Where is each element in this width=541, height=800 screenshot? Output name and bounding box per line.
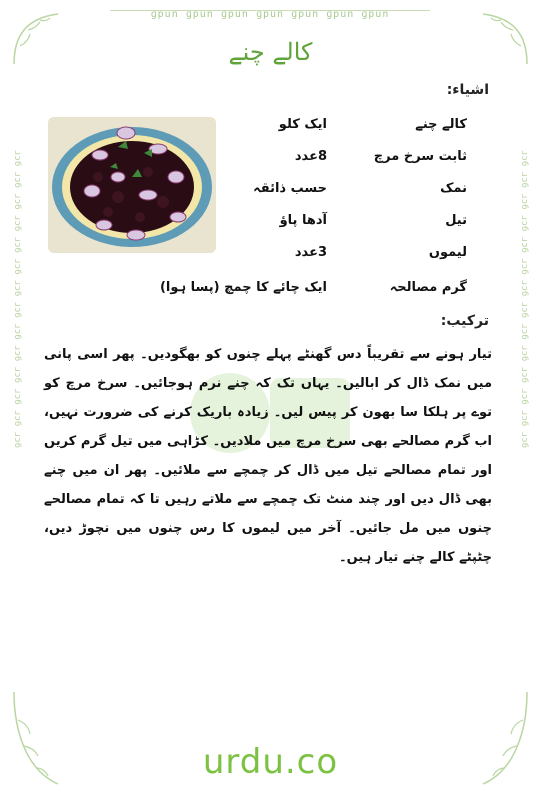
ingredient-name: کالے چنے: [415, 117, 467, 132]
ingredient-row: [207, 245, 467, 267]
ingredients-label: اشیاء:: [446, 82, 489, 98]
ingredient-name: ثابت سرخ مرچ: [373, 149, 467, 164]
ingredient-quantity: آدھا پاؤ: [279, 213, 327, 228]
ingredient-name: گرم مصالحہ: [389, 280, 467, 295]
site-logo[interactable]: urdu.co: [202, 742, 339, 782]
ingredient-quantity: 3عدد: [294, 245, 327, 260]
left-decorative-band: ɹɔ6 ɹɔ6 ɹɔ6 ɹɔ6 ɹɔ6 ɹɔ6 ɹɔ6 ɹɔ6 ɹɔ6 ɹɔ6 ɹɔ6 ɹɔ6 ɹɔ6 ɹɔ6: [12, 150, 22, 449]
ingredient-row: [207, 181, 467, 203]
ingredient-name: نمک: [440, 181, 467, 196]
method-label: ترکیب:: [440, 313, 489, 329]
ingredient-name: لیموں: [428, 245, 467, 260]
ingredient-row: [207, 149, 467, 171]
ingredient-row: [159, 280, 467, 302]
method-paragraph: تیار ہونے سے تقریباً دس گھنٹے پہلے چنوں کو بھگودیں۔ پھر اسی پانی میں نمک ڈال کر ابالیں۔ یہاں تک کہ چنے نرم ہوجائیں۔ سرخ مرچ کو توے پر ہلکا سا بھون کر پیس لیں۔ زیادہ باریک کرنے کی ضرورت نہیں، اب گرم مصالحے بھی سرخ مرچ میں ملادیں۔ کڑاہی میں تیل گرم کریں اور تمام مصالحے تیل میں ڈال کر چمچے سے ملائیں۔ پھر ان میں چنے بھی ڈال دیں اور چند منٹ تک چمچے سے ملاتے رہیں تا کہ تمام مصالحے چنوں میں مل جائیں۔ آخر میں لیموں کا رس چنوں میں نچوڑ دیں، چٹپٹے کالے چنے تیار ہیں۔: [44, 347, 492, 565]
ingredient-row: [207, 213, 467, 235]
ingredient-quantity: 8عدد: [294, 149, 327, 164]
ingredient-name: تیل: [445, 213, 467, 228]
recipe-title: کالے چنے: [228, 38, 313, 66]
ingredient-row: [207, 117, 467, 139]
ingredient-quantity: ایک چائے کا چمچ (پسا ہوا): [159, 280, 327, 295]
right-decorative-band: ɹɔ6 ɹɔ6 ɹɔ6 ɹɔ6 ɹɔ6 ɹɔ6 ɹɔ6 ɹɔ6 ɹɔ6 ɹɔ6 ɹɔ6 ɹɔ6 ɹɔ6 ɹɔ6: [519, 150, 529, 449]
top-decorative-band: ɡpun ɡpun ɡpun ɡpun ɡpun ɡpun ɡpun: [150, 9, 390, 20]
ingredient-quantity: ایک کلو: [278, 117, 327, 132]
ingredient-quantity: حسب ذائقہ: [253, 181, 327, 196]
